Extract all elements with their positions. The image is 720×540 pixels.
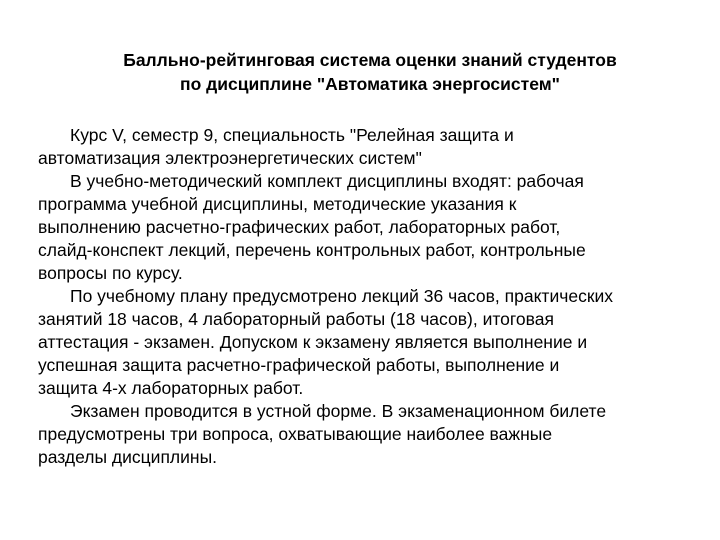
- text-line: В учебно-методический комплект дисциплины входят: рабочая: [70, 171, 584, 191]
- paragraph-curriculum: [38, 285, 703, 400]
- text-line: аттестация - экзамен. Допуском к экзамену является выполнение и: [38, 332, 588, 352]
- text-line: разделы дисциплины.: [38, 447, 218, 467]
- text-line: слайд-конспект лекций, перечень контрольных работ, контрольные: [38, 240, 586, 260]
- paragraph-teaching-kit: [38, 170, 703, 285]
- text-line: успешная защита расчетно-графической работы, выполнение и: [38, 355, 560, 375]
- page-title: [60, 48, 680, 96]
- title-line-2: по дисциплине "Автоматика энергосистем": [180, 74, 560, 94]
- text-line: автоматизация электроэнергетических систем": [38, 148, 422, 168]
- body-text: [38, 124, 703, 469]
- text-line: выполнению расчетно-графических работ, лабораторных работ,: [38, 217, 561, 237]
- paragraph-exam: [38, 400, 703, 469]
- text-line: Экзамен проводится в устной форме. В экзаменационном билете: [70, 401, 607, 421]
- title-line-1: Балльно-рейтинговая система оценки знаний студентов: [123, 50, 617, 70]
- text-line: предусмотрены три вопроса, охватывающие наиболее важные: [38, 424, 553, 444]
- text-line: программа учебной дисциплины, методические указания к: [38, 194, 517, 214]
- paragraph-course-info: [38, 124, 703, 170]
- text-line: защита 4-х лабораторных работ.: [38, 378, 304, 398]
- text-line: По учебному плану предусмотрено лекций 36 часов, практических: [70, 286, 614, 306]
- text-line: Курс V, семестр 9, специальность "Релейная защита и: [70, 125, 514, 145]
- text-line: вопросы по курсу.: [38, 263, 183, 283]
- text-line: занятий 18 часов, 4 лабораторный работы (18 часов), итоговая: [38, 309, 554, 329]
